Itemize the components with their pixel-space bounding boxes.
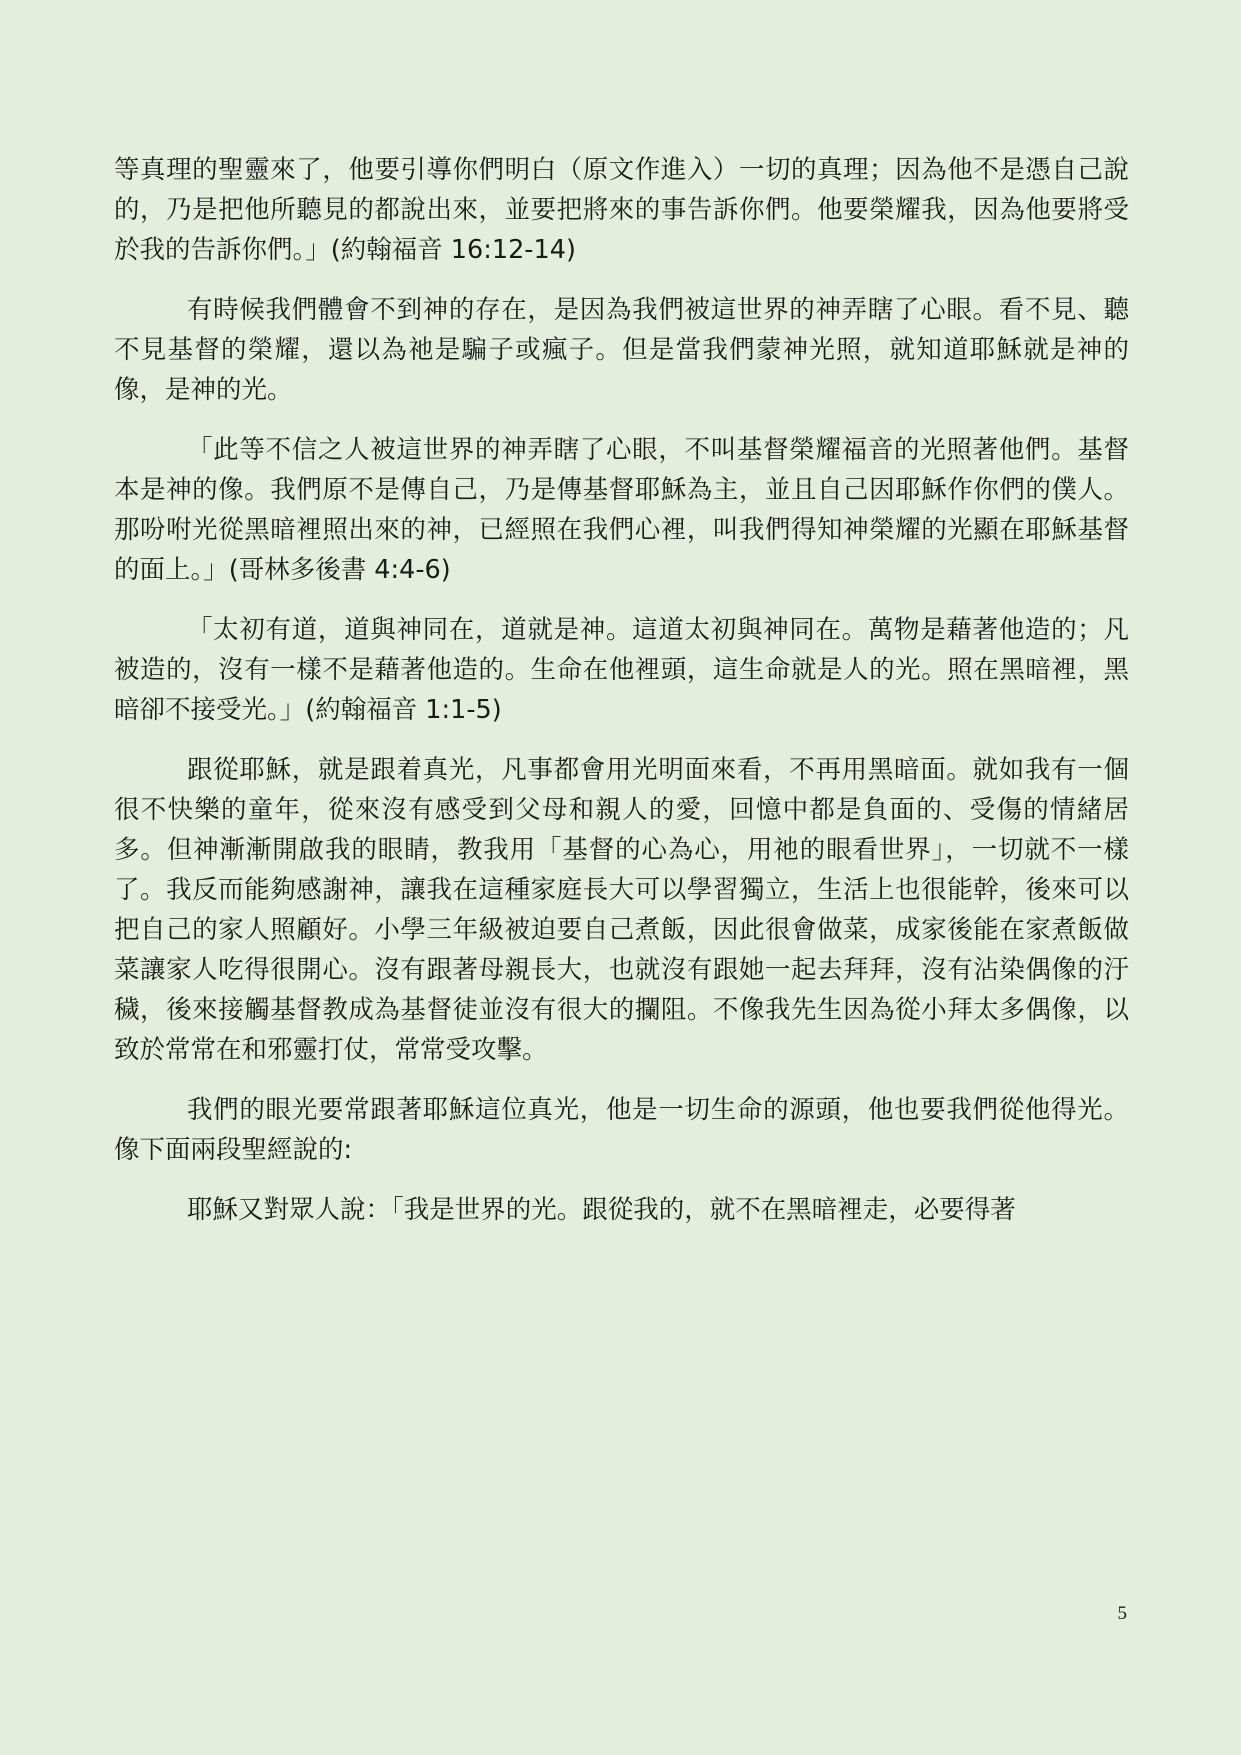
paragraph-6: 我們的眼光要常跟著耶穌這位真光，他是一切生命的源頭，他也要我們從他得光。像下面兩段聖經說的:: [114, 1095, 1129, 1165]
paragraph-2: 有時候我們體會不到神的存在，是因為我們被這世界的神弄瞎了心眼。看不見、聽不見基督的榮耀，還以為祂是騙子或瘋子。但是當我們蒙神光照，就知道耶穌就是神的像，是神的光。: [114, 295, 1129, 405]
document-body: [114, 150, 1129, 1250]
paragraph-3: 「此等不信之人被這世界的神弄瞎了心眼，不叫基督榮耀福音的光照著他們。基督本是神的像。我們原不是傳自己，乃是傳基督耶穌為主，並且自己因耶穌作你們的僕人。那吩咐光從黑暗裡照出來的神，已經照在我們心裡，叫我們得知神榮耀的光顯在耶穌基督的面上。」(哥林多後書 4:4-6): [114, 435, 1129, 585]
paragraph-4: 「太初有道，道與神同在，道就是神。這道太初與神同在。萬物是藉著他造的；凡被造的，沒有一樣不是藉著他造的。生命在他裡頭，這生命就是人的光。照在黑暗裡，黑暗卻不接受光。」(約翰福音 1:1-5): [114, 615, 1129, 725]
paragraph-5: 跟從耶穌，就是跟着真光，凡事都會用光明面來看，不再用黑暗面。就如我有一個很不快樂的童年，從來沒有感受到父母和親人的愛，回憶中都是負面的、受傷的情緒居多。但神漸漸開啟我的眼睛，教我用「基督的心為心，用祂的眼看世界」，一切就不一樣了。我反而能夠感謝神，讓我在這種家庭長大可以學習獨立，生活上也很能幹，後來可以把自己的家人照顧好。小學三年級被迫要自己煮飯，因此很會做菜，成家後能在家煮飯做菜讓家人吃得很開心。沒有跟著母親長大，也就沒有跟她一起去拜拜，沒有沾染偶像的汙穢，後來接觸基督教成為基督徒並沒有很大的攔阻。不像我先生因為從小拜太多偶像，以致於常常在和邪靈打仗，常常受攻擊。: [114, 755, 1129, 1065]
paragraph-1: 等真理的聖靈來了，他要引導你們明白（原文作進入）一切的真理；因為他不是憑自己說的，乃是把他所聽見的都說出來，並要把將來的事告訴你們。他要榮耀我，因為他要將受於我的告訴你們。」(約翰福音 16:12-14): [114, 155, 1129, 265]
page-number: 5: [1117, 1603, 1127, 1624]
paragraph-7: 耶穌又對眾人說：「我是世界的光。跟從我的，就不在黑暗裡走，必要得著: [187, 1195, 1016, 1225]
